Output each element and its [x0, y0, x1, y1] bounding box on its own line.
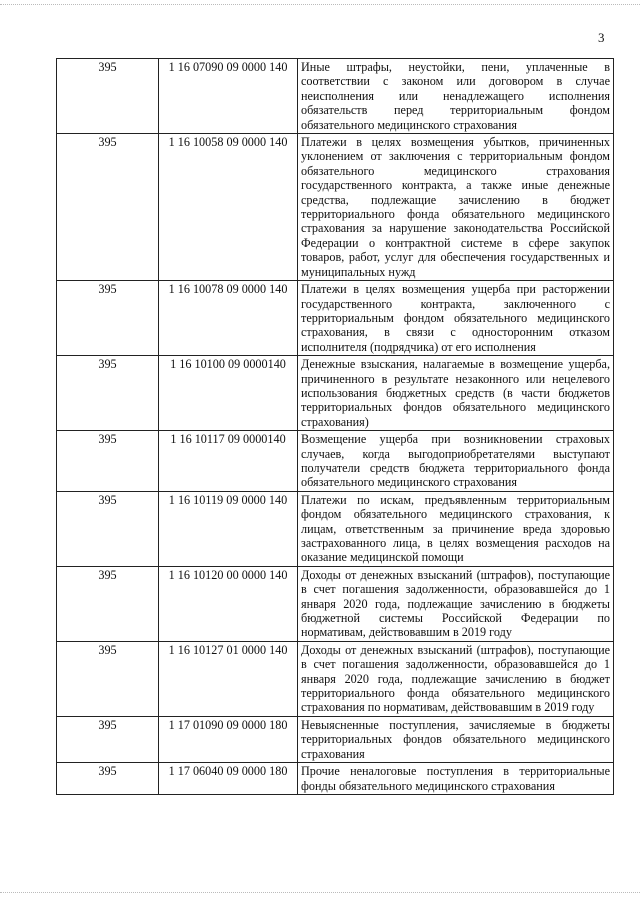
revenue-name-cell: Платежи по искам, предъявленным территориальным фондом обязательного медицинского страхования, к лицам, ответственным за причинение вреда здоровью застрахованного лица, в целях возмещения расходов на оказание медицинской помощи	[298, 491, 614, 566]
revenue-code-cell: 1 17 01090 09 0000 180	[159, 716, 298, 762]
revenue-code-cell: 1 16 10078 09 0000 140	[159, 281, 298, 356]
revenue-name-cell: Платежи в целях возмещения ущерба при расторжении государственного контракта, заключенного с территориальным фондом обязательного медицинского страхования, в связи с односторонним отказом исполнителя (подрядчика) от его исполнения	[298, 281, 614, 356]
admin-code-cell: 395	[57, 491, 159, 566]
scan-border-bottom	[0, 892, 640, 893]
scan-border-top	[0, 4, 640, 5]
admin-code-cell: 395	[57, 356, 159, 431]
table-row	[57, 566, 614, 641]
revenue-name-cell: Денежные взыскания, налагаемые в возмещение ущерба, причиненного в результате незаконного или нецелевого использования бюджетных средств (в части бюджетов территориальных фондов обязательного медицинского страхования)	[298, 356, 614, 431]
table-row	[57, 431, 614, 492]
admin-code-cell: 395	[57, 134, 159, 281]
admin-code-cell: 395	[57, 716, 159, 762]
revenue-code-cell: 1 16 10100 09 0000140	[159, 356, 298, 431]
revenue-code-cell: 1 16 10127 01 0000 140	[159, 641, 298, 716]
table-row	[57, 59, 614, 134]
page-number: 3	[598, 30, 605, 45]
admin-code-cell: 395	[57, 566, 159, 641]
revenue-code-cell: 1 16 07090 09 0000 140	[159, 59, 298, 134]
revenue-name-cell: Доходы от денежных взысканий (штрафов), поступающие в счет погашения задолженности, образовавшейся до 1 января 2020 года, подлежащие зачислению в бюджеты бюджетной системы Российской Федерации по нормативам, действовавшим в 2019 году	[298, 566, 614, 641]
revenue-name-cell: Невыясненные поступления, зачисляемые в бюджеты территориальных фондов обязательного медицинского страхования	[298, 716, 614, 762]
revenue-name-cell: Платежи в целях возмещения убытков, причиненных уклонением от заключения с территориальным фондом обязательного медицинского страхования государственного контракта, а также иные денежные средства, подлежащие зачислению в бюджет территориального фонда обязательного медицинского страхования за нарушение законодательства Российской Федерации о контрактной системе в сфере закупок товаров, работ, услуг для обеспечения государственных и муниципальных нужд	[298, 134, 614, 281]
revenue-code-cell: 1 16 10058 09 0000 140	[159, 134, 298, 281]
revenue-codes-table	[56, 58, 614, 795]
revenue-name-cell: Иные штрафы, неустойки, пени, уплаченные в соответствии с законом или договором в случае неисполнения или ненадлежащего исполнения обязательств перед территориальным фондом обязательного медицинского страхования	[298, 59, 614, 134]
admin-code-cell: 395	[57, 763, 159, 795]
admin-code-cell: 395	[57, 59, 159, 134]
revenue-code-cell: 1 16 10120 00 0000 140	[159, 566, 298, 641]
table-row	[57, 763, 614, 795]
revenue-name-cell: Прочие неналоговые поступления в территориальные фонды обязательного медицинского страхования	[298, 763, 614, 795]
table-row	[57, 281, 614, 356]
revenue-name-cell: Доходы от денежных взысканий (штрафов), поступающие в счет погашения задолженности, образовавшейся до 1 января 2020 года, подлежащие зачислению в бюджет территориального фонда обязательного медицинского страхования по нормативам, действовавшим в 2019 году	[298, 641, 614, 716]
table-row	[57, 134, 614, 281]
admin-code-cell: 395	[57, 431, 159, 492]
revenue-code-cell: 1 16 10119 09 0000 140	[159, 491, 298, 566]
revenue-code-cell: 1 16 10117 09 0000140	[159, 431, 298, 492]
table-row	[57, 356, 614, 431]
table-row	[57, 716, 614, 762]
admin-code-cell: 395	[57, 641, 159, 716]
revenue-code-cell: 1 17 06040 09 0000 180	[159, 763, 298, 795]
admin-code-cell: 395	[57, 281, 159, 356]
table-body	[57, 59, 614, 795]
table-row	[57, 491, 614, 566]
revenue-name-cell: Возмещение ущерба при возникновении страховых случаев, когда выгодоприобретателями выступают получатели средств бюджета территориального фонда обязательного медицинского страхования	[298, 431, 614, 492]
table-row	[57, 641, 614, 716]
